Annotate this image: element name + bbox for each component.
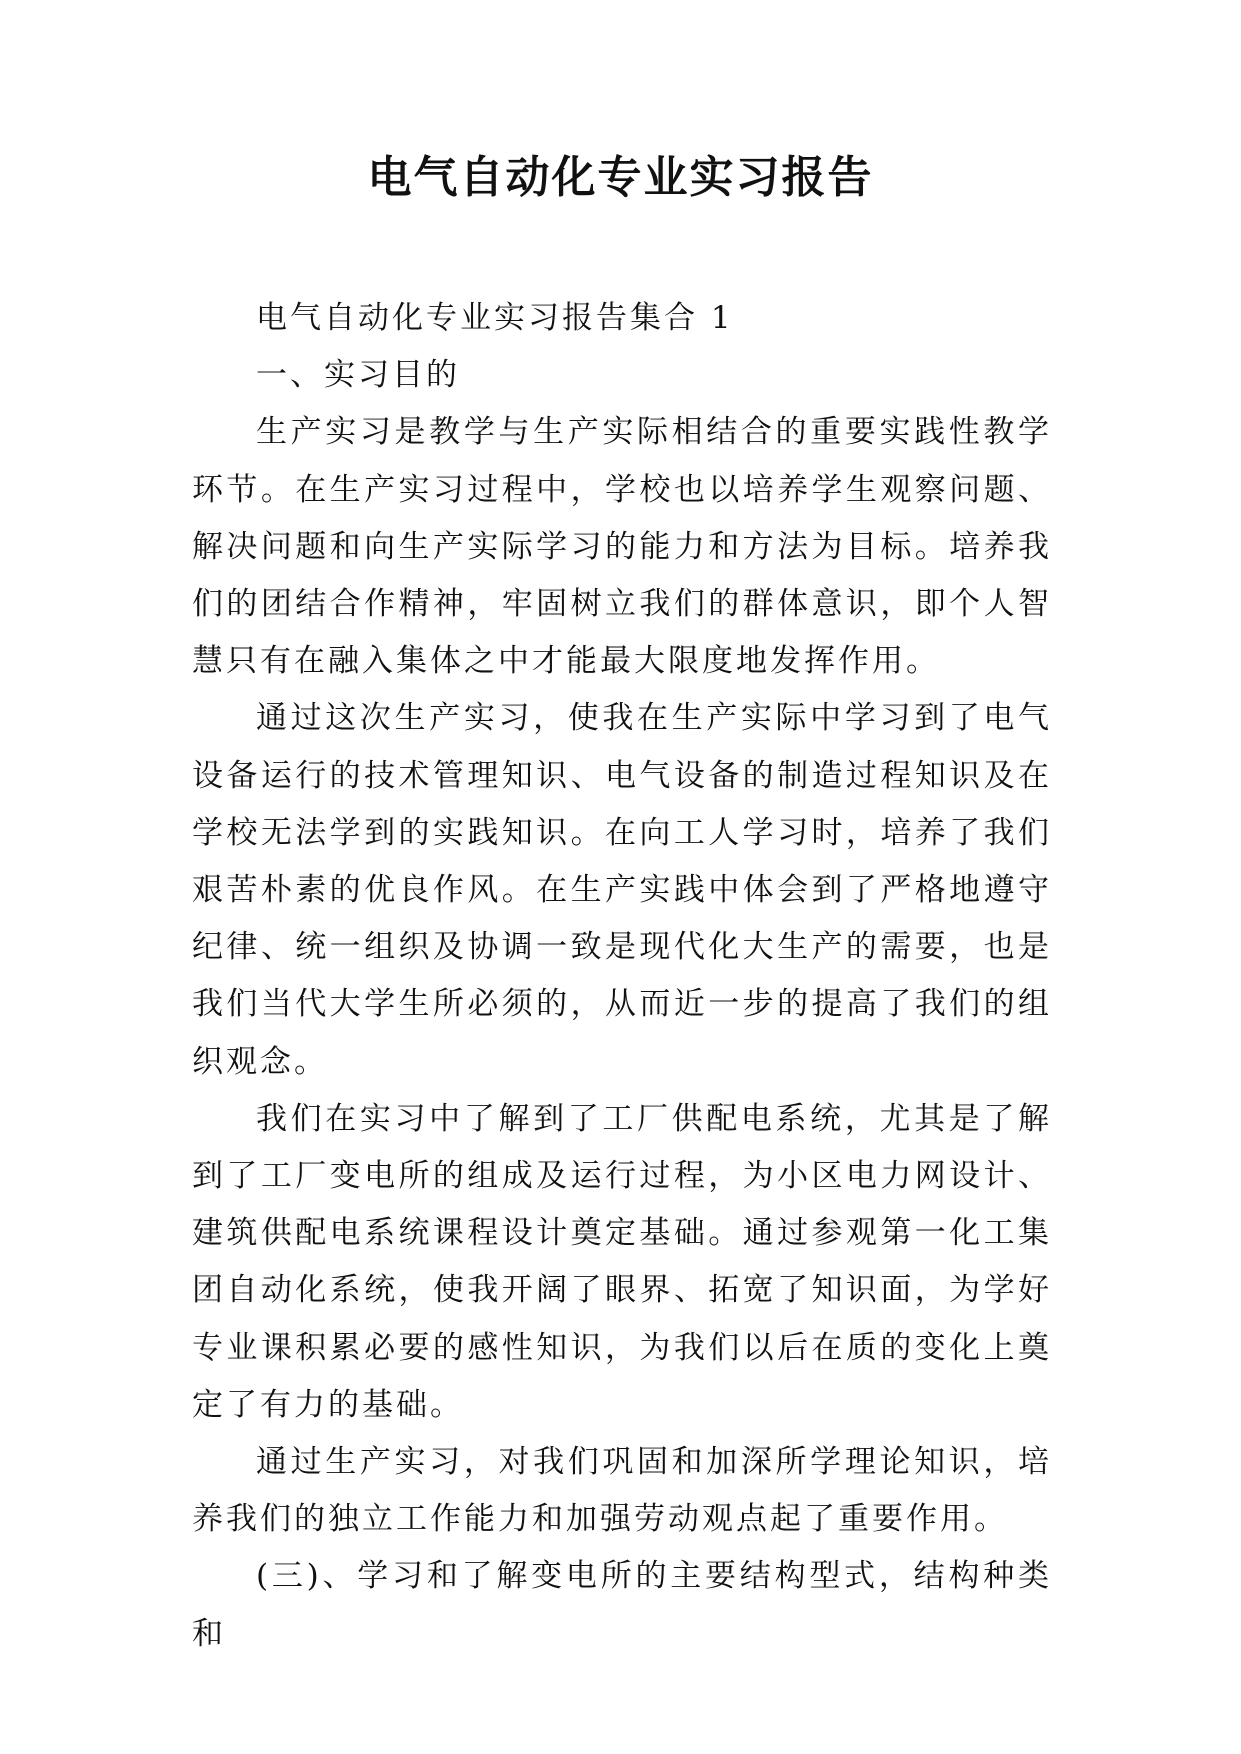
- paragraph: 我们在实习中了解到了工厂供配电系统，尤其是了解到了工厂变电所的组成及运行过程，为小区电力网设计、建筑供配电系统课程设计奠定基础。通过参观第一化工集团自动化系统，使我开阔了眼界、拓宽了知识面，为学好专业课积累必要的感性知识，为我们以后在质的变化上奠定了有力的基础。: [192, 1100, 1052, 1423]
- document-title: 电气自动化专业实习报告: [367, 152, 874, 203]
- document-body: [192, 290, 1052, 1663]
- paragraph: 通过生产实习，对我们巩固和加深所学理论知识，培养我们的独立工作能力和加强劳动观点起了重要作用。: [192, 1444, 1052, 1538]
- paragraph: (三)、学习和了解变电所的主要结构型式，结构种类和: [192, 1558, 1052, 1652]
- document-subtitle: 电气自动化专业实习报告集合 1: [256, 300, 734, 336]
- paragraph: 通过这次生产实习，使我在生产实际中学习到了电气设备运行的技术管理知识、电气设备的制造过程知识及在学校无法学到的实践知识。在向工人学习时，培养了我们艰苦朴素的优良作风。在生产实践中体会到了严格地遵守纪律、统一组织及协调一致是现代化大生产的需要，也是我们当代大学生所必须的，从而近一步的提高了我们的组织观念。: [192, 700, 1052, 1080]
- paragraph: 生产实习是教学与生产实际相结合的重要实践性教学环节。在生产实习过程中，学校也以培养学生观察问题、解决问题和向生产实际学习的能力和方法为目标。培养我们的团结合作精神，牢固树立我们的群体意识，即个人智慧只有在融入集体之中才能最大限度地发挥作用。: [192, 414, 1052, 680]
- section-heading: 一、实习目的: [256, 357, 460, 394]
